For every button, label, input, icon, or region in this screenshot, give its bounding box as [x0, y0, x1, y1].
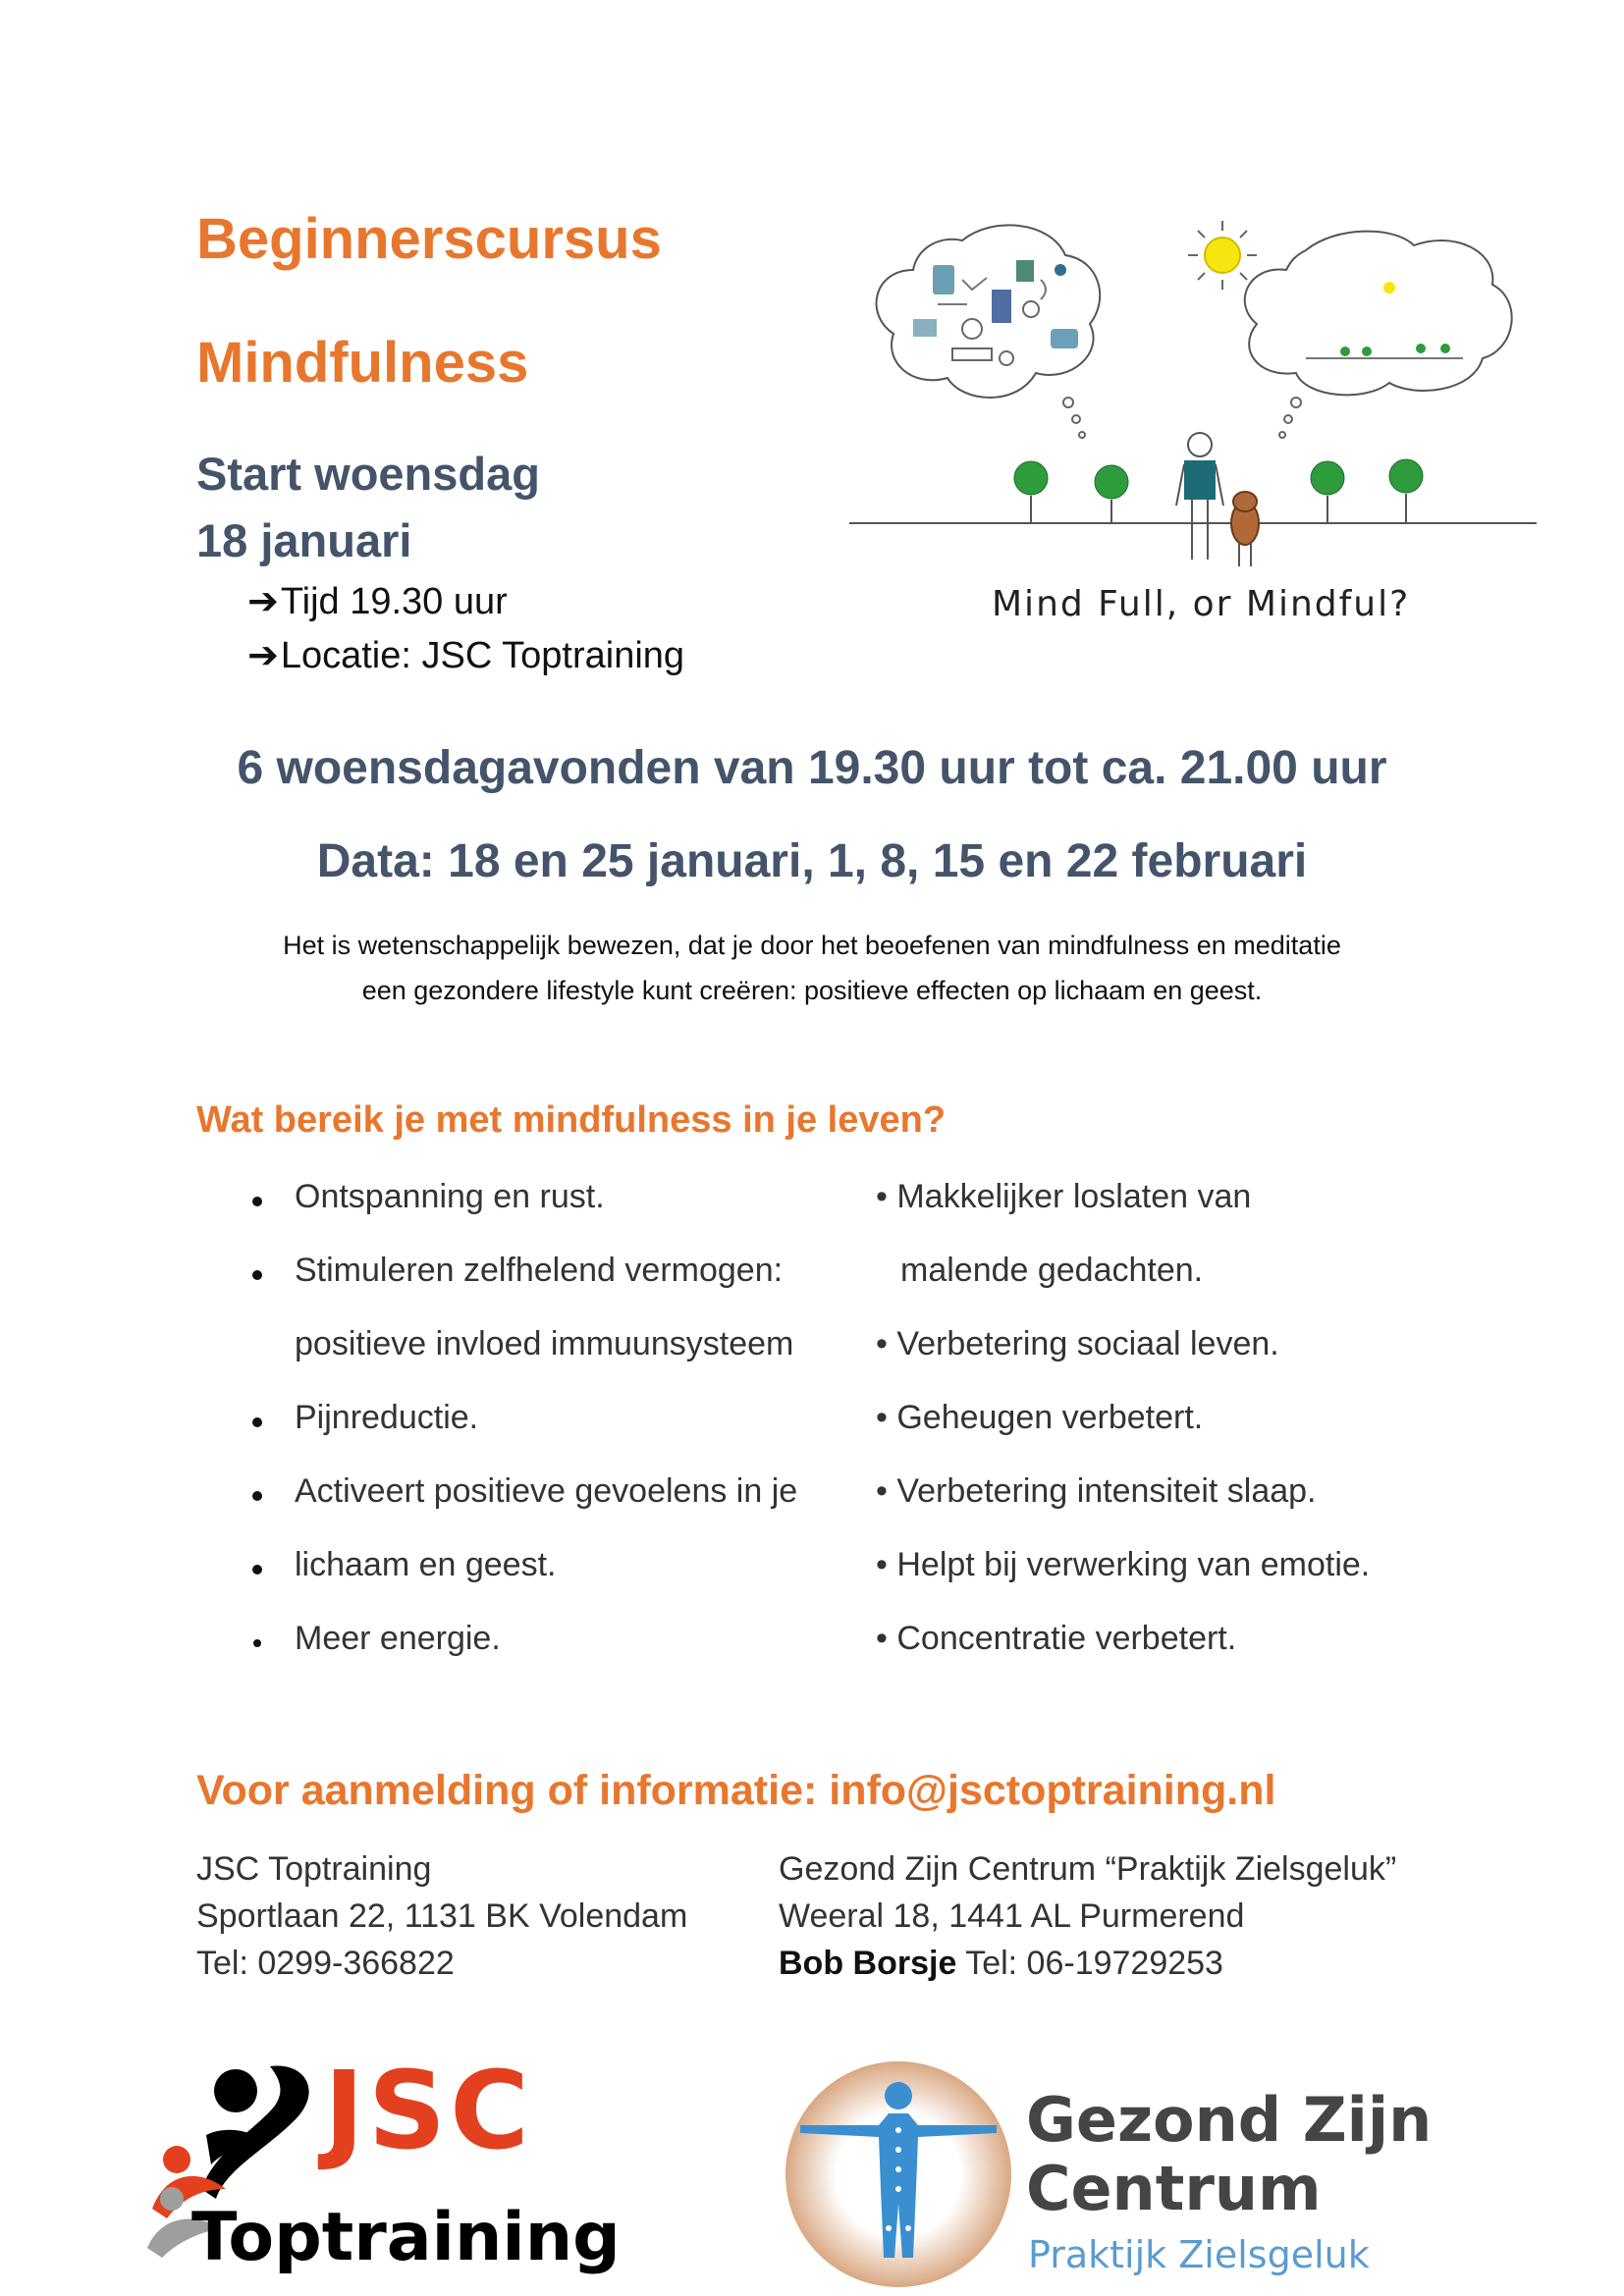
mindful-cloud: [1245, 232, 1512, 396]
schedule-dates: Data: 18 en 25 januari, 1, 8, 15 en 22 februari: [316, 835, 1308, 887]
bullet-dot: [253, 1639, 261, 1647]
bullet-dot: [252, 1417, 262, 1427]
gzc-body-icon: [781, 2056, 1016, 2292]
time-text: Tijd 19.30 uur: [280, 581, 508, 622]
intro-line-1: Het is wetenschappelijk bewezen, dat je door het beoefenen van mindfulness en meditatie: [283, 931, 1341, 960]
gzc-logo-subtitle: Praktijk Zielsgeluk: [1028, 2233, 1370, 2276]
benefit-right-5: • Verbetering intensiteit slaap.: [876, 1472, 1317, 1510]
dog-figure: [1231, 492, 1259, 566]
location-line: [247, 633, 684, 677]
mind-full-illustration-svg: [844, 211, 1551, 643]
illustration-caption: Mind Full, or Mindful?: [992, 584, 1411, 624]
benefit-left-4: Pijnreductie.: [295, 1399, 479, 1436]
benefit-left-6: lichaam en geest.: [295, 1546, 557, 1583]
bullet-dot: [252, 1270, 262, 1280]
bullet-dot: [252, 1565, 262, 1575]
benefit-right-7: • Concentratie verbetert.: [876, 1620, 1237, 1657]
intro-paragraph: [0, 923, 1624, 1013]
contact-gzc-phone-line: [779, 1940, 1396, 1987]
contact-jsc-name: JSC Toptraining: [196, 1850, 432, 1888]
benefit-right-4: • Geheugen verbetert.: [876, 1399, 1204, 1436]
start-line-2: 18 januari: [196, 514, 412, 566]
contact-jsc: [196, 1845, 687, 1987]
contact-jsc-address: Sportlaan 22, 1131 BK Volendam: [196, 1897, 688, 1935]
gzc-logo-title: Gezond Zijn: [1026, 2084, 1433, 2156]
arrow-right-icon: ➔: [247, 581, 279, 622]
gzc-logo-title-2: Centrum: [1026, 2153, 1322, 2224]
intro-line-2: een gezondere lifestyle kunt creëren: positieve effecten op lichaam en geest.: [361, 976, 1263, 1005]
contact-gzc-phone: Tel: 06-19729253: [956, 1945, 1223, 1982]
jsc-logo: [147, 2048, 638, 2287]
person-figure: [1176, 433, 1223, 560]
benefit-left-7: Meer energie.: [295, 1620, 501, 1657]
jsc-logo-subtext: Toptraining: [191, 2199, 621, 2276]
sun-icon: [1188, 221, 1257, 290]
contact-heading: Voor aanmelding of informatie: info@jsctoptraining.nl: [196, 1767, 1276, 1814]
benefit-right-2: malende gedachten.: [900, 1252, 1204, 1289]
benefit-left-1: Ontspanning en rust.: [295, 1178, 605, 1215]
arrow-right-icon: ➔: [247, 635, 279, 676]
title-line-2: Mindfulness: [196, 331, 529, 395]
benefits-heading: Wat bereik je met mindfulness in je leven?: [196, 1099, 947, 1141]
start-line-1: Start woensdag: [196, 448, 540, 500]
jsc-logo-text: JSC: [324, 2048, 533, 2173]
title-line-1: Beginnerscursus: [196, 207, 662, 271]
gzc-logo: [781, 2056, 1433, 2292]
benefit-right-1: • Makkelijker loslaten van: [876, 1178, 1252, 1215]
benefit-right-6: • Helpt bij verwerking van emotie.: [876, 1546, 1371, 1583]
benefit-left-5: Activeert positieve gevoelens in je: [295, 1472, 798, 1510]
bullet-dot: [252, 1491, 262, 1501]
mind-full-cloud: [877, 225, 1101, 398]
bullet-dot: [252, 1197, 262, 1206]
benefit-left-3: positieve invloed immuunsysteem: [295, 1325, 794, 1362]
time-line: [247, 579, 508, 623]
schedule-evenings: 6 woensdagavonden van 19.30 uur tot ca. 21.00 uur: [237, 742, 1387, 794]
contact-gzc-name: Gezond Zijn Centrum “Praktijk Zielsgeluk”: [779, 1850, 1397, 1888]
benefit-right-3: • Verbetering sociaal leven.: [876, 1325, 1279, 1362]
contact-jsc-phone: Tel: 0299-366822: [196, 1945, 455, 1982]
location-text: Locatie: JSC Toptraining: [280, 635, 685, 676]
benefit-left-2: Stimuleren zelfhelend vermogen:: [295, 1252, 784, 1289]
contact-gzc-address: Weeral 18, 1441 AL Purmerend: [779, 1897, 1245, 1935]
contact-gzc-person: Bob Borsje: [779, 1945, 957, 1982]
mindful-illustration: [844, 211, 1551, 643]
contact-gzc: [779, 1845, 1396, 1987]
